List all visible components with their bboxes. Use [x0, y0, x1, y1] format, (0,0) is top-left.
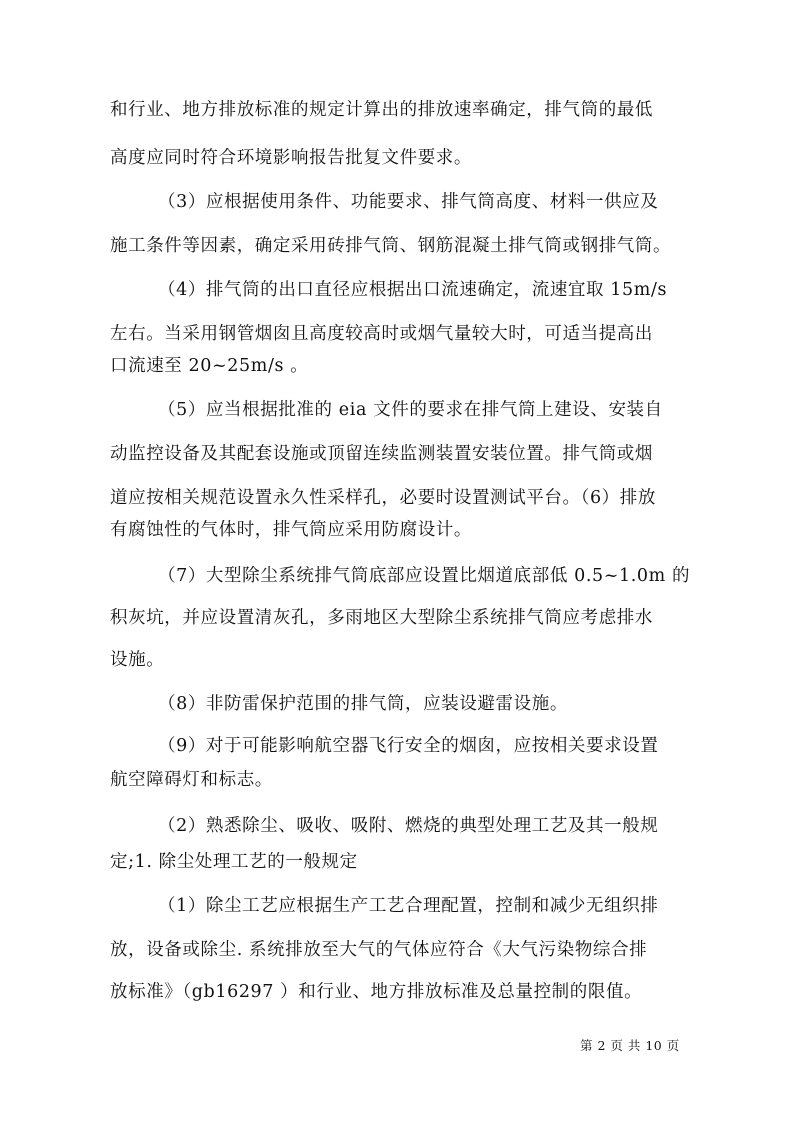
text-line: 道应按相关规范设置永久性采样孔，必要时设置测试平台。（6）排放 — [110, 488, 656, 508]
text-line: （2）熟悉除尘、吸收、吸附、燃烧的典型处理工艺及其一般规 — [158, 816, 659, 836]
text-line: 动监控设备及其配套设施或顶留连续监测装置安装位置。排气筒或烟 — [110, 444, 653, 464]
text-line: 左右。当采用钢管烟囱且高度较高时或烟气量较大时，可适当提高出 — [110, 324, 653, 344]
text-line: 积灰坑，并应设置清灰孔，多雨地区大型除尘系统排气筒应考虑排水 — [110, 608, 653, 628]
text-line: （5）应当根据批准的 eia 文件的要求在排气筒上建设、安装自 — [158, 400, 663, 420]
text-line: 定;1. 除尘处理工艺的一般规定 — [110, 852, 358, 872]
text-line: 放标准》（gb16297 ）和行业、地方排放标准及总量控制的限值。 — [110, 982, 643, 1002]
page-number-footer: 第 2 页 共 10 页 — [580, 1038, 680, 1053]
text-line: 口流速至 20~25m/s 。 — [110, 356, 309, 376]
text-line: 高度应同时符合环境影响报告批复文件要求。 — [110, 148, 472, 168]
text-line: 放，设备或除尘. 系统排放至大气的气体应符合《大气污染物综合排 — [110, 940, 648, 960]
text-line: 和行业、地方排放标准的规定计算出的排放速率确定，排气筒的最低 — [110, 100, 653, 120]
text-line: （9）对于可能影响航空器飞行安全的烟囱，应按相关要求设置 — [158, 736, 659, 756]
text-line: （8）非防雷保护范围的排气筒，应装设避雷设施。 — [158, 694, 568, 714]
text-line: 有腐蚀性的气体时，排气筒应采用防腐设计。 — [110, 520, 472, 540]
text-line: 施工条件等因素，确定采用砖排气筒、钢筋混凝土排气筒或钢排气筒。 — [110, 236, 672, 256]
text-line: （7）大型除尘系统排气筒底部应设置比烟道底部低 0.5~1.0m 的 — [158, 566, 691, 586]
text-line: 航空障碍灯和标志。 — [110, 770, 273, 790]
text-line: （3）应根据使用条件、功能要求、排气筒高度、材料一供应及 — [158, 192, 659, 212]
text-line: （1）除尘工艺应根据生产工艺合理配置，控制和减少无组织排 — [158, 896, 659, 916]
text-line: （4）排气筒的出口直径应根据出口流速确定，流速宜取 15m/s — [158, 280, 668, 300]
text-line: 设施。 — [110, 650, 165, 670]
